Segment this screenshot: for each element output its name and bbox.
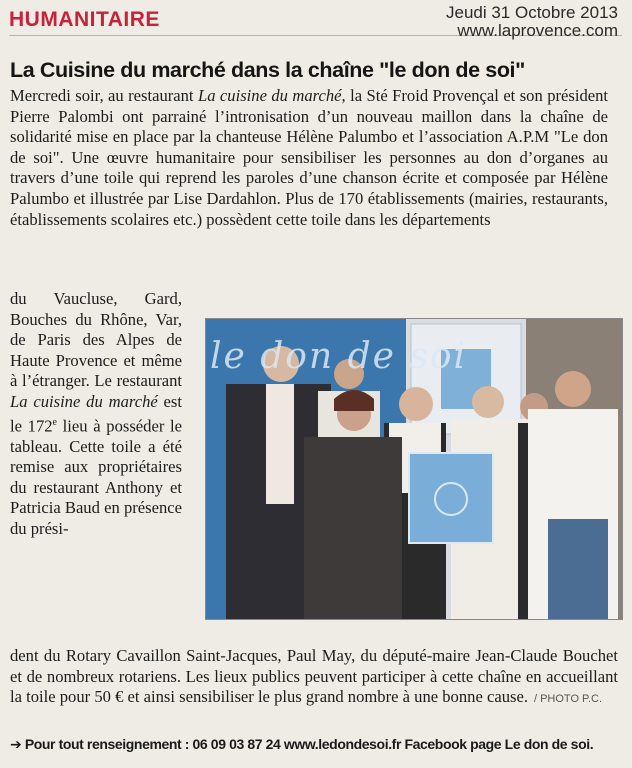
photo-banner-text: le don de soi [210, 336, 468, 377]
article-tail [10, 646, 618, 710]
publication-site: www.laprovence.com [457, 21, 618, 40]
dateline [446, 4, 618, 40]
publication-date: Jeudi 31 Octobre 2013 [445, 3, 618, 22]
left-text-part-2: est le 172 [10, 391, 182, 436]
article-headline: La Cuisine du marché dans la chaîne "le don de soi" [10, 58, 525, 82]
ordinal-suffix: e [52, 416, 57, 428]
left-text-part-3: lieu à posséder le tableau. Cette toile a été remise aux propriétaires du restaurant Anthony et Patricia Baud en présence du prési- [10, 416, 182, 539]
intro-text-part-2: , la Sté Froid Provençal et son président Pierre Palombi ont parrainé l’intronisation d’un nouveau maillon dans la chaîne de solidarité mise en place par la chanteuse Hélène Palumbo et l’association A.P.M "Le don de soi". Une œuvre humanitaire pour sensibiliser les personnes au don d’organes au travers d’une toile qui reprend les paroles d’une chanson écrite et composée par Hélène Palumbo et illustrée par Lise Dardahlon. Plus de 170 établissements (mairies, restaurants, établissements scolaires etc.) possèdent cette toile dans les départements [10, 86, 609, 229]
restaurant-name: La cuisine du marché [197, 86, 342, 105]
intro-text-part-1: Mercredi soir, au restaurant [10, 86, 198, 105]
contact-line: ➔ Pour tout renseignement : 06 09 03 87 24 www.ledondesoi.fr Facebook page Le don de soi. [10, 736, 594, 752]
article-intro [10, 86, 608, 230]
restaurant-name-2: La cuisine du marché [10, 391, 158, 411]
article-left-column [10, 289, 182, 540]
photo-credit: / PHOTO P.C. [533, 693, 603, 706]
left-text-part-1: du Vaucluse, Gard, Bouches du Rhône, Var, de Paris des Alpes de Haute Provence et même à l’étranger. Le restaurant [10, 289, 182, 391]
tail-text: dent du Rotary Cavaillon Saint-Jacques, Paul May, du député-maire Jean-Claude Bouchet et de nombreux rotariens. Les lieux publics peuvent participer à cette chaîne en accueillant la toile pour 50 € et ainsi sensibiliser le plus grand nombre à une bonne cause. [10, 646, 618, 707]
section-rubric: HUMANITAIRE [9, 8, 160, 31]
